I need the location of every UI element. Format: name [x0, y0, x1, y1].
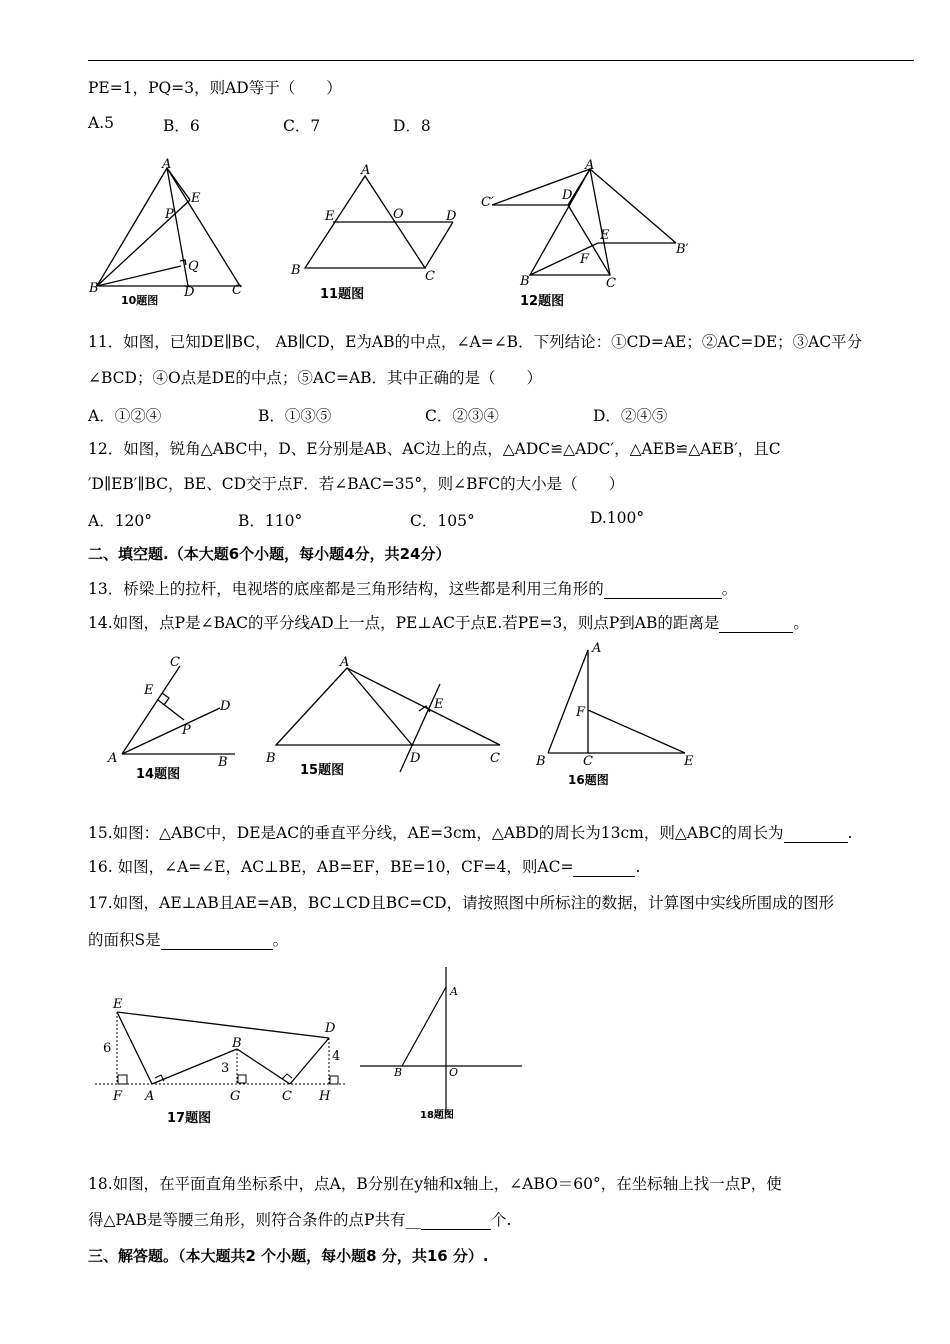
fig11-label-d: D [446, 209, 457, 224]
figure-18 [360, 965, 530, 1130]
fig11-label-e: E [325, 209, 335, 224]
fig11-label-c: C [425, 269, 435, 284]
fig10-label-a: A [162, 157, 172, 172]
q18-line1: 18.如图，在平面直角坐标系中，点A，B分别在y轴和x轴上，∠ABO＝60°，在坐标轴上找一点P，使 [88, 1175, 782, 1193]
fig17-label-4: 4 [332, 1049, 341, 1064]
q10-option-b: B．6 [163, 117, 200, 135]
figure-14 [100, 648, 250, 788]
fig16-label-c: C [583, 754, 593, 769]
fig15-label-a: A [340, 655, 350, 670]
fig11-caption: 11题图 [320, 287, 365, 302]
fig10-label-b: B [89, 281, 99, 296]
fig16-label-b: B [536, 754, 546, 769]
q17-end: 。 [272, 931, 289, 949]
q12-option-b: B．110° [238, 512, 303, 530]
figure-10 [85, 158, 255, 308]
fig12-label-e: E [600, 228, 610, 243]
fig15-label-d: D [410, 751, 421, 766]
q16-text: 16. 如图，∠A=∠E，AC⊥BE，AB=EF，BE=10，CF=4，则AC= [88, 858, 574, 876]
fig15-label-b: B [266, 751, 276, 766]
figure-16 [530, 638, 700, 788]
q14-blank[interactable] [719, 616, 793, 633]
fig12-label-d: D [562, 188, 573, 203]
fig16-label-f: F [576, 705, 586, 720]
q18-line2-text: 得△PAB是等腰三角形，则符合条件的点P共有 [88, 1211, 406, 1229]
q16 [88, 857, 640, 877]
q17-line1: 17.如图，AE⊥AB且AE=AB，BC⊥CD且BC=CD，请按照图中所标注的数据，计算图中实线所围成的图形 [88, 894, 835, 912]
fig14-label-c: C [170, 655, 180, 670]
fig17-label-h: H [319, 1089, 331, 1104]
q13-end: 。 [721, 580, 738, 598]
q12-option-c: C．105° [410, 512, 475, 530]
fig11-label-o: O [393, 207, 404, 222]
q12-line1: 12．如图，锐角△ABC中，D、E分别是AB、AC边上的点，△ADC≌△ADC′，△AEB≌△AEB′，且C [88, 440, 781, 458]
figure-12 [478, 155, 708, 310]
fig18-caption: 18题图 [420, 1110, 454, 1121]
fig18-label-o: O [449, 1066, 459, 1079]
figure-15 [262, 648, 512, 788]
fig14-label-e: E [144, 683, 154, 698]
q13 [88, 579, 737, 599]
fig14-label-d: D [220, 699, 231, 714]
fig18-label-a: A [450, 985, 458, 998]
fig10-label-p: P [165, 207, 174, 222]
q11-line1: 11．如图，已知DE∥BC， AB∥CD，E为AB的中点，∠A=∠B．下列结论：①CD=AE；②AC=DE；③AC平分 [88, 333, 863, 351]
q11-option-d: D．②④⑤ [593, 407, 668, 425]
fig17-label-c: C [282, 1089, 292, 1104]
fig17-label-a: A [145, 1089, 155, 1104]
q10-option-c: C．7 [283, 117, 321, 135]
q12-line2: ′D∥EB′∥BC，BE、CD交于点F．若∠BAC=35°，则∠BFC的大小是（ ） [88, 475, 625, 493]
fig10-label-c: C [232, 283, 242, 298]
fig17-label-6: 6 [103, 1041, 112, 1056]
q15 [88, 823, 852, 843]
fig10-label-d: D [184, 285, 195, 300]
q10-option-d: D．8 [393, 117, 431, 135]
fig11-label-b: B [291, 263, 301, 278]
q11-option-c: C．②③④ [425, 407, 499, 425]
q15-end: . [847, 824, 853, 842]
fig17-label-e: E [113, 997, 123, 1012]
fig11-label-a: A [361, 163, 371, 178]
fig12-label-b: B [520, 274, 530, 289]
fig14-label-b: B [218, 755, 228, 770]
fig17-label-d: D [325, 1021, 336, 1036]
q18-blank-prefix: __ [405, 1211, 421, 1229]
fig10-caption: 10题图 [121, 294, 159, 307]
q14 [88, 613, 809, 633]
fig17-label-b: B [232, 1036, 242, 1051]
fig16-label-a: A [592, 641, 602, 656]
fig15-label-e: E [434, 697, 444, 712]
q12-option-a: A．120° [88, 512, 153, 530]
q17-line2-text: 的面积S是 [88, 931, 161, 949]
fig15-caption: 15题图 [300, 763, 345, 778]
fig12-label-c-prime: C′ [481, 195, 494, 210]
fig18-label-b: B [394, 1066, 403, 1079]
q16-end: . [635, 858, 641, 876]
q17-line2 [88, 930, 288, 950]
fig12-label-a: A [585, 158, 595, 173]
fig14-label-p: P [182, 723, 191, 738]
fig14-label-a: A [108, 751, 118, 766]
q15-text: 15.如图：△ABC中，DE是AC的垂直平分线，AE=3cm，△ABD的周长为13cm，则△ABC的周长为 [88, 824, 784, 842]
fig12-label-c: C [606, 276, 616, 291]
fig14-caption: 14题图 [136, 767, 181, 782]
fig16-caption: 16题图 [568, 773, 609, 787]
q11-option-b: B．①③⑤ [258, 407, 332, 425]
q13-text: 13．桥梁上的拉杆，电视塔的底座都是三角形结构，这些都是利用三角形的 [88, 580, 604, 598]
section3-heading: 三、解答题。（本大题共2 个小题，每小题8 分，共16 分）. [88, 1247, 489, 1265]
fig16-label-e: E [684, 754, 694, 769]
q16-blank[interactable] [573, 860, 635, 877]
header-rule [88, 60, 914, 61]
fig17-caption: 17题图 [167, 1111, 212, 1126]
q17-blank[interactable] [161, 933, 273, 950]
fig12-label-b-prime: B′ [676, 242, 689, 257]
q18-blank[interactable] [421, 1213, 491, 1230]
q13-blank[interactable] [604, 582, 722, 599]
q12-option-d: D.100° [590, 509, 645, 527]
fig12-caption: 12题图 [520, 294, 565, 309]
fig17-label-f: F [113, 1089, 123, 1104]
figure-17 [95, 992, 355, 1132]
q10-option-a: A.5 [88, 114, 114, 132]
fig12-label-f: F [580, 252, 590, 267]
q15-blank[interactable] [784, 826, 848, 843]
q10-tail: PE=1，PQ=3，则AD等于（ ） [88, 79, 342, 97]
fig17-label-g: G [230, 1089, 241, 1104]
q18-line2 [88, 1210, 511, 1230]
figure-11 [285, 158, 475, 308]
q11-line2: ∠BCD；④O点是DE的中点；⑤AC=AB．其中正确的是（ ） [88, 369, 543, 387]
fig15-label-c: C [490, 751, 500, 766]
section2-heading: 二、填空题.（本大题6个小题，每小题4分，共24分） [88, 545, 451, 563]
q14-end: 。 [793, 614, 809, 632]
q18-end: 个. [490, 1211, 512, 1229]
fig10-label-q: Q [188, 259, 199, 274]
fig10-label-e: E [191, 191, 201, 206]
q11-option-a: A．①②④ [88, 407, 162, 425]
q14-text: 14.如图，点P是∠BAC的平分线AD上一点，PE⊥AC于点E.若PE=3，则点P到AB的距离是 [88, 614, 720, 632]
fig17-label-3: 3 [221, 1061, 230, 1076]
